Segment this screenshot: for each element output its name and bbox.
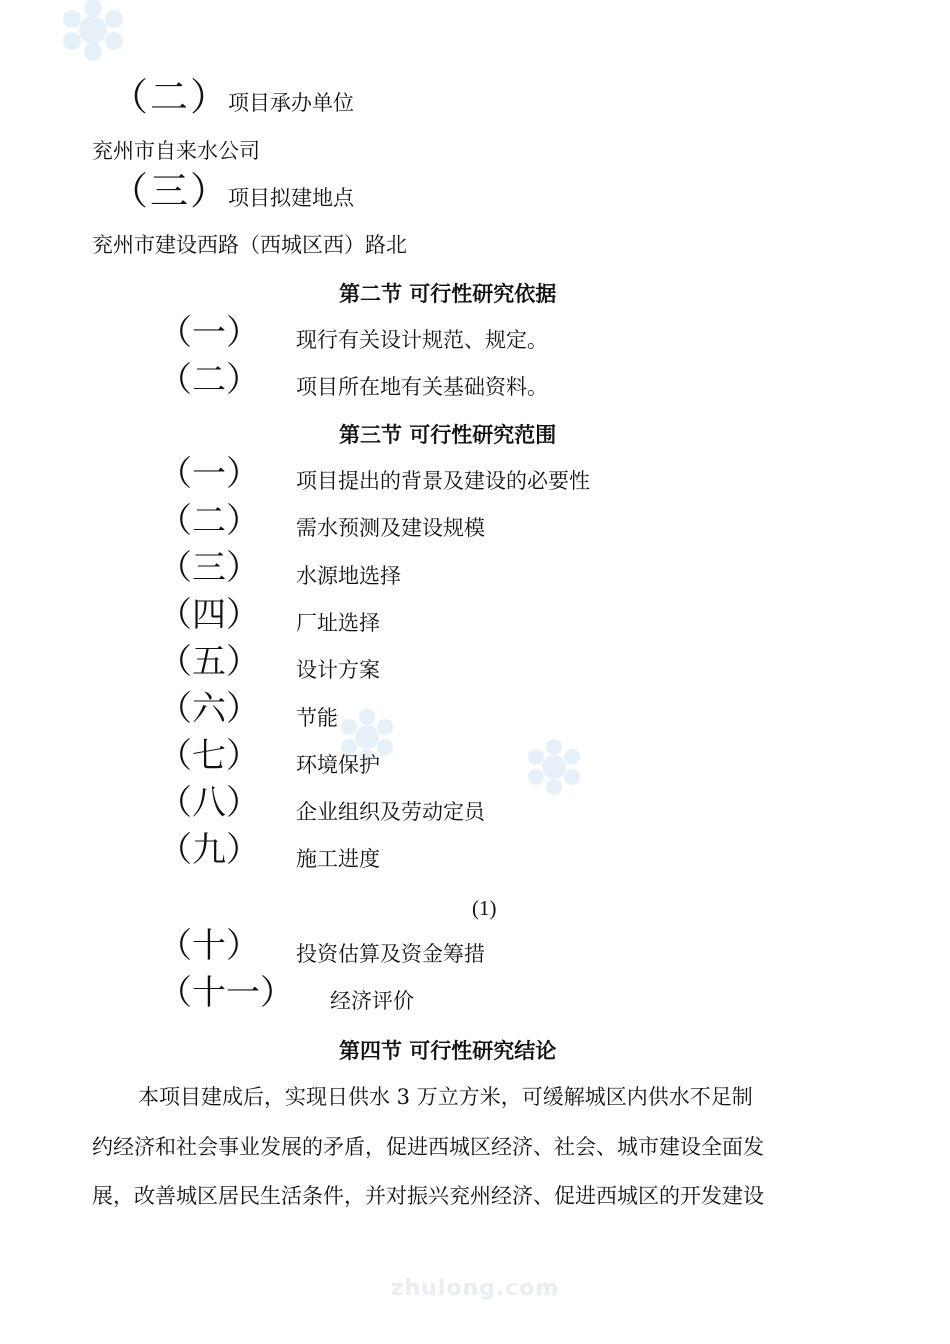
list-marker: （十） [158, 926, 260, 966]
list-item: 项目所在地有关基础资料。 [296, 375, 548, 399]
list-item: 现行有关设计规范、规定。 [296, 328, 548, 352]
watermark-flower-icon [522, 735, 586, 799]
list-marker: （二） [158, 360, 260, 400]
list-marker: （三） [158, 548, 260, 588]
list-item: 节能 [296, 706, 338, 730]
section-heading: 第三节 可行性研究范围 [339, 422, 557, 447]
list-marker: （八） [158, 783, 260, 823]
section-title: 项目承办单位 [228, 91, 354, 115]
list-item: 企业组织及劳动定员 [296, 800, 485, 824]
list-item: 经济评价 [330, 989, 414, 1013]
site-watermark: zhulong.com [390, 1276, 560, 1301]
section-marker: （二） [110, 75, 231, 119]
section-heading: 第二节 可行性研究依据 [339, 281, 557, 306]
list-marker: （九） [158, 830, 260, 870]
watermark-flower-icon [55, 0, 131, 64]
section-body: 兖州市建设西路（西城区西）路北 [92, 233, 407, 257]
list-marker: （一） [158, 313, 260, 353]
section-heading: 第四节 可行性研究结论 [339, 1038, 557, 1063]
list-marker: （四） [158, 595, 260, 635]
list-item: 设计方案 [296, 658, 380, 682]
list-item: 环境保护 [296, 753, 380, 777]
list-item: 水源地选择 [296, 564, 401, 588]
section-body: 兖州市自来水公司 [92, 139, 260, 163]
section-title: 项目拟建地点 [228, 186, 354, 210]
list-marker: （五） [158, 642, 260, 682]
paragraph-line: 本项目建成后，实现日供水 3 万立方米，可缓解城区内供水不足制 [138, 1085, 753, 1109]
list-marker: （一） [158, 454, 260, 494]
list-item: 厂址选择 [296, 611, 380, 635]
page-number: (1) [472, 896, 497, 920]
list-marker: （七） [158, 736, 260, 776]
paragraph-line: 展，改善城区居民生活条件，并对振兴兖州经济、促进西城区的开发建设 [92, 1184, 764, 1208]
list-item: 施工进度 [296, 847, 380, 871]
list-item: 项目提出的背景及建设的必要性 [296, 469, 590, 493]
list-marker: （十一） [158, 973, 294, 1013]
list-marker: （二） [158, 501, 260, 541]
list-item: 投资估算及资金筹措 [296, 942, 485, 966]
list-item: 需水预测及建设规模 [296, 516, 485, 540]
paragraph-line: 约经济和社会事业发展的矛盾，促进西城区经济、社会、城市建设全面发 [92, 1135, 764, 1159]
list-marker: （六） [158, 689, 260, 729]
section-marker: （三） [110, 169, 231, 213]
